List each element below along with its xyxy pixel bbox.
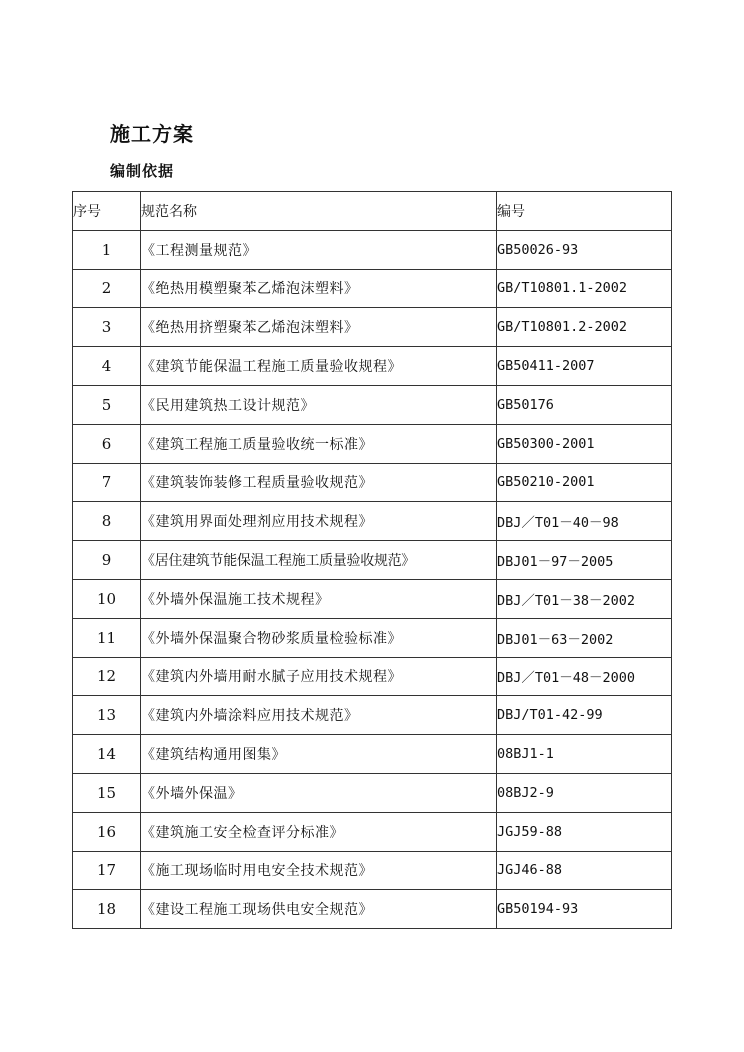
spec-code: DBJ/T01-42-99 <box>497 696 672 735</box>
table-row <box>73 308 672 347</box>
table-row <box>73 463 672 502</box>
spec-name: 《居住建筑节能保温工程施工质量验收规范》 <box>141 541 497 580</box>
row-number: 1 <box>73 230 141 269</box>
row-number: 6 <box>73 424 141 463</box>
table-row <box>73 347 672 386</box>
header-spec-code: 编号 <box>497 192 672 231</box>
header-serial-number: 序号 <box>73 192 141 231</box>
table-row <box>73 230 672 269</box>
row-number: 17 <box>73 851 141 890</box>
row-number: 11 <box>73 618 141 657</box>
spec-name: 《建筑用界面处理剂应用技术规程》 <box>141 502 497 541</box>
spec-code: DBJ／T01－40－98 <box>497 502 672 541</box>
spec-name: 《建筑施工安全检查评分标准》 <box>141 812 497 851</box>
spec-code: JGJ46-88 <box>497 851 672 890</box>
spec-name: 《建筑内外墙用耐水腻子应用技术规程》 <box>141 657 497 696</box>
spec-name: 《建筑工程施工质量验收统一标准》 <box>141 424 497 463</box>
spec-code: DBJ01－97－2005 <box>497 541 672 580</box>
table-row <box>73 502 672 541</box>
row-number: 14 <box>73 735 141 774</box>
row-number: 18 <box>73 890 141 929</box>
row-number: 5 <box>73 385 141 424</box>
table-row <box>73 618 672 657</box>
spec-name: 《外墙外保温》 <box>141 773 497 812</box>
spec-code: GB50300-2001 <box>497 424 672 463</box>
spec-code: DBJ／T01－38－2002 <box>497 579 672 618</box>
table-row <box>73 773 672 812</box>
row-number: 7 <box>73 463 141 502</box>
spec-name: 《建筑结构通用图集》 <box>141 735 497 774</box>
table-row <box>73 812 672 851</box>
spec-name: 《绝热用模塑聚苯乙烯泡沫塑料》 <box>141 269 497 308</box>
specification-table <box>72 191 672 929</box>
row-number: 10 <box>73 579 141 618</box>
spec-name: 《工程测量规范》 <box>141 230 497 269</box>
table-row <box>73 269 672 308</box>
spec-name: 《外墙外保温施工技术规程》 <box>141 579 497 618</box>
row-number: 8 <box>73 502 141 541</box>
table-row <box>73 579 672 618</box>
row-number: 9 <box>73 541 141 580</box>
spec-name: 《建筑装饰装修工程质量验收规范》 <box>141 463 497 502</box>
spec-name: 《建筑内外墙涂料应用技术规范》 <box>141 696 497 735</box>
table-row <box>73 696 672 735</box>
row-number: 16 <box>73 812 141 851</box>
spec-code: 08BJ2-9 <box>497 773 672 812</box>
row-number: 15 <box>73 773 141 812</box>
spec-name: 《建筑节能保温工程施工质量验收规程》 <box>141 347 497 386</box>
table-row <box>73 735 672 774</box>
header-spec-name: 规范名称 <box>141 192 497 231</box>
spec-code: JGJ59-88 <box>497 812 672 851</box>
table-row <box>73 851 672 890</box>
spec-name: 《绝热用挤塑聚苯乙烯泡沫塑料》 <box>141 308 497 347</box>
spec-name: 《民用建筑热工设计规范》 <box>141 385 497 424</box>
spec-name: 《建设工程施工现场供电安全规范》 <box>141 890 497 929</box>
spec-code: GB50026-93 <box>497 230 672 269</box>
spec-code: GB50210-2001 <box>497 463 672 502</box>
spec-code: GB/T10801.2-2002 <box>497 308 672 347</box>
spec-code: DBJ／T01－48－2000 <box>497 657 672 696</box>
table-row <box>73 424 672 463</box>
spec-name: 《施工现场临时用电安全技术规范》 <box>141 851 497 890</box>
row-number: 3 <box>73 308 141 347</box>
row-number: 4 <box>73 347 141 386</box>
row-number: 12 <box>73 657 141 696</box>
row-number: 13 <box>73 696 141 735</box>
spec-code: 08BJ1-1 <box>497 735 672 774</box>
row-number: 2 <box>73 269 141 308</box>
table-row <box>73 385 672 424</box>
table-row <box>73 657 672 696</box>
spec-code: GB50411-2007 <box>497 347 672 386</box>
table-row <box>73 541 672 580</box>
table-row <box>73 890 672 929</box>
spec-code: DBJ01－63－2002 <box>497 618 672 657</box>
spec-code: GB50194-93 <box>497 890 672 929</box>
document-title: 施工方案 <box>110 122 194 146</box>
spec-code: GB/T10801.1-2002 <box>497 269 672 308</box>
table-header-row <box>73 192 672 231</box>
spec-code: GB50176 <box>497 385 672 424</box>
spec-name: 《外墙外保温聚合物砂浆质量检验标准》 <box>141 618 497 657</box>
section-title: 编制依据 <box>110 162 175 180</box>
